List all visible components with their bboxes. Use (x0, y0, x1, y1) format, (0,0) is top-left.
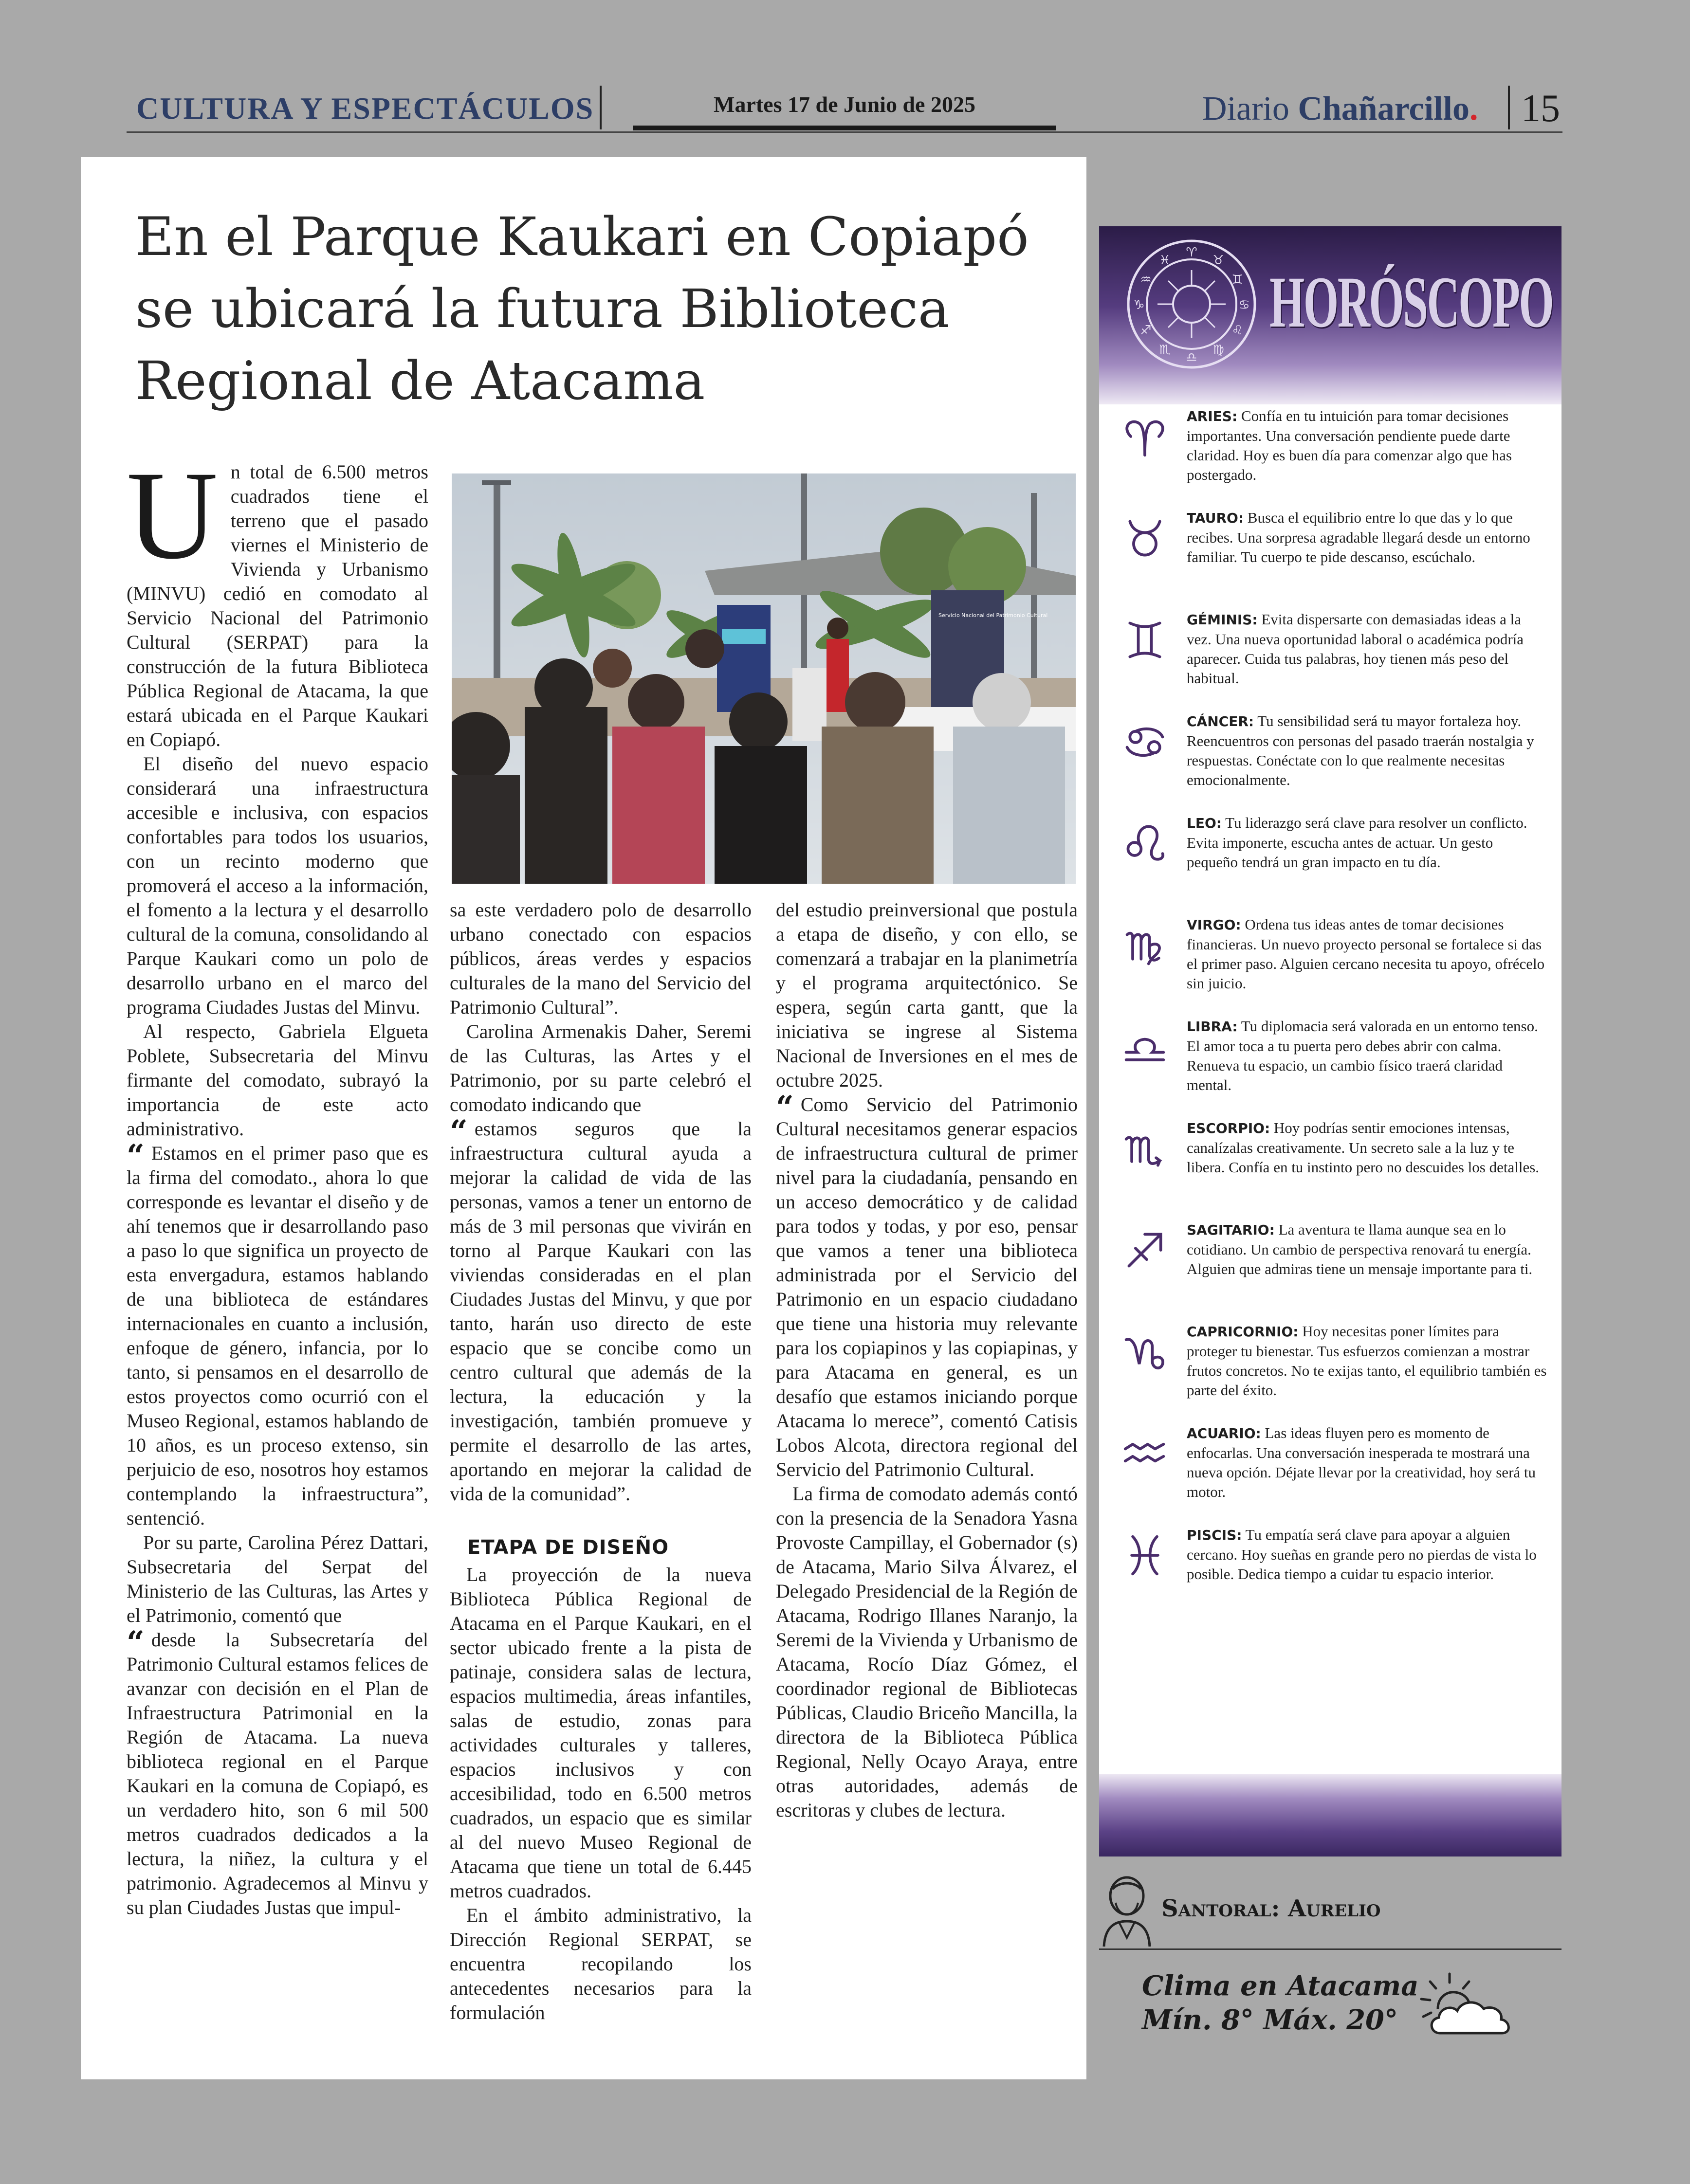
brand-dot: . (1469, 90, 1478, 127)
horoscope-footer-band (1099, 1774, 1561, 1856)
svg-text:♐: ♐ (1140, 323, 1152, 338)
sign-text: Hoy podrías sentir emociones intensas, canalízalas creativamente. Un secreto sale a la luz y te libera. Confía en tu instinto pero no descuides los detalles. (1187, 1119, 1540, 1176)
drop-cap: U (127, 445, 218, 585)
newspaper-brand (1202, 90, 1478, 128)
page-number: 15 (1521, 87, 1560, 130)
article (81, 157, 1086, 2079)
paragraph: En el ámbito administrativo, la Dirección Regional SERPAT, se encuentra recopilando los antecedentes necesarios para la formulación (450, 1904, 752, 2023)
santoral-text (1161, 1895, 1381, 1922)
sign-text: La aventura te llama aunque sea en lo cotidiano. Un cambio de perspectiva renovará tu energía. Alguien que admiras tiene un mensaje importante para ti. (1187, 1221, 1533, 1277)
sign-leo (1099, 813, 1561, 910)
sign-taurus (1099, 508, 1561, 605)
sign-text: Tu liderazgo será clave para resolver un conflicto. Evita imponerte, escucha antes de actuar. Un gesto pequeño tendrá un gran impacto en tu día. (1187, 814, 1527, 871)
svg-text:♈: ♈ (1186, 245, 1197, 260)
sign-text: Evita dispersarte con demasiadas ideas a la vez. Una nueva oportunidad laboral o académica podría aparecer. Cuida tus palabras, hoy tienen más peso del habitual. (1187, 611, 1524, 687)
capricorn-icon (1121, 1329, 1168, 1375)
paragraph-text: desde la Subsecretaría del Patrimonio Cultural estamos felices de avanzar con decisión en el Plan de Infraestructura Patrimonial en la Región de Atacama. La nueva biblioteca regional en el Parque Kaukari en la comuna de Copiapó, es un verdadero hito, son 6 mil 500 metros cuadrados dedicados a la lectura, la niñez, la cultura y el patrimonio. Agradecemos al Minvu y su plan Ciudades Justas que impul- (127, 1629, 428, 1918)
paragraph: Al respecto, Gabriela Elgueta Poblete, Subsecretaria del Minvu firmante del comodato, subrayó la importancia de este acto administrativo. (127, 1020, 428, 1140)
sign-name: LEO: (1187, 815, 1222, 831)
sign-name: PISCIS: (1187, 1527, 1242, 1543)
zodiac-wheel-icon (1123, 236, 1260, 372)
issue-date: Martes 17 de Junio de 2025 (714, 92, 975, 117)
santoral (1099, 1875, 1561, 1947)
svg-text:♋: ♋ (1238, 298, 1250, 312)
paragraph: sa este verdadero polo de desarrollo urbano conectado con espacios públicos, áreas verdes y espacios culturales de la mano del Servicio del Patrimonio Cultural”. (450, 899, 752, 1018)
cancer-icon (1121, 718, 1168, 765)
sign-name: ACUARIO: (1187, 1425, 1261, 1441)
leo-icon (1121, 820, 1168, 867)
paragraph: La proyección de la nueva Biblioteca Pública Regional de Atacama en el Parque Kaukari, en el sector ubicado frente a la pista de patinaje, considera salas de lectura, espacios multimedia, áreas infantiles, salas de estudio, zonas para actividades culturales y talleres, espacios inclusivos y con accesibilidad, todo en 6.500 metros cuadrados, un espacio que es similar al del nuevo Museo Regional de Atacama que tiene un total de 6.445 metros cuadrados. (450, 1564, 752, 1902)
sign-text: Confía en tu intuición para tomar decisiones importantes. Una conversación pendiente puede darte claridad. Hoy es buen día para comenzar algo que has postergado. (1187, 407, 1512, 483)
svg-text:♑: ♑ (1133, 298, 1145, 312)
svg-text:♒: ♒ (1140, 273, 1152, 287)
header-divider (1508, 86, 1510, 129)
date-underline (633, 126, 1056, 130)
sign-text: Ordena tus ideas antes de tomar decisiones financieras. Un nuevo proyecto personal se fortalece si das el primer paso. Alguien cercano necesita tu apoyo, ofrécelo sin juicio. (1187, 916, 1545, 992)
svg-text:♉: ♉ (1212, 253, 1224, 268)
quote-paragraph (127, 1138, 428, 1530)
paragraph-text: estamos seguros que la infraestructura cultural ayuda a mejorar la calidad de vida de las personas, vamos a tener un entorno de más de 3 mil personas que vivirán en torno al Parque Kaukari con las viviendas consideradas en el plan Ciudades Justas del Minvu, y que por tanto, harán uso directo de este espacio que se concibe como un centro cultural que además de la lectura, la educación y la investigación, también promueve y permite el desarrollo de las artes, aportando en mejorar la calidad de vida de la comunidad”. (450, 1118, 752, 1505)
photo-banner-text: Servicio Nacional del Patrimonio Cultural (938, 612, 1048, 619)
article-column-1 (127, 445, 428, 1920)
sign-text: Hoy necesitas poner límites para proteger tu bienestar. Tus esfuerzos comienzan a mostrar frutos concretos. No te exijas tanto, el equilibrio también es parte del éxito. (1187, 1323, 1547, 1399)
svg-text:♊: ♊ (1231, 273, 1243, 287)
sign-text: Tu empatía será clave para apoyar a alguien cercano. Hoy sueñas en grande pero no pierdas de vista lo posible. Dedica tiempo a cuidar tu espacio interior. (1187, 1526, 1537, 1583)
horoscope-title: HORÓSCOPO (1269, 262, 1553, 343)
paragraph-text: Estamos en el primer paso que es la firma del comodato., ahora lo que corresponde es levantar el diseño y de ahí tenemos que ir desarrollando paso a paso lo que significa un proyecto de esta envergadura, estamos hablando de una biblioteca de estándares internacionales en cuanto a inclusión, enfoque de género, infancia, por lo tanto, si pensamos en el desarrollo de estos proyectos como ocurrió con el Museo Regional, estamos hablando de 10 años, es un proceso extenso, sin perjuicio de eso, nosotros hoy estamos contemplando la infraestructura”, sentenció. (127, 1142, 428, 1529)
event-photo (452, 473, 1076, 884)
sign-capricorn (1099, 1322, 1561, 1419)
virgo-icon (1121, 922, 1168, 968)
weather (1099, 1961, 1561, 2044)
sagittarius-icon (1121, 1227, 1168, 1274)
svg-text:♏: ♏ (1159, 343, 1171, 357)
sign-text: Las ideas fluyen pero es momento de enfocarlas. Una conversación inesperada te mostrará una nueva opción. Déjate llevar por la creatividad, hoy será tu motor. (1187, 1424, 1536, 1500)
sign-pisces (1099, 1525, 1561, 1622)
paragraph: Por su parte, Carolina Pérez Dattari, Subsecretaria del Serpat del Ministerio de las Culturas, las Artes y el Patrimonio, comentó que (127, 1531, 428, 1626)
page-header (127, 83, 1562, 136)
paragraph: del estudio preinversional que postula a etapa de diseño, y con ello, se comenzará a trabajar en la planimetría y el programa arquitectónico. Se espera, según carta gantt, que la iniciativa se ingrese al Sistema Nacional de Inversiones en el mes de octubre 2025. (776, 899, 1078, 1091)
quote-mark-icon: “ (450, 1113, 468, 1150)
sign-virgo (1099, 915, 1561, 1012)
paragraph: La firma de comodato además contó con la presencia de la Senadora Yasna Provoste Campillay, el Gobernador (s) de Atacama, Mario Silva Álvarez, el Delegado Presidencial de la Región de Atacama, Rodrigo Illanes Naranjo, la Seremi de la Vivienda y Urbanismo de Atacama, Rocío Díaz Gómez, el coordinador regional de Bibliotecas Públicas, Claudio Briceño Mancilla, la directora de la Biblioteca Pública Regional, Nelly Ocayo Araya, entre otras autoridades, además de escritoras y clubes de lectura. (776, 1483, 1078, 1821)
sign-name: LIBRA: (1187, 1019, 1238, 1035)
svg-text:♍: ♍ (1212, 343, 1224, 357)
sign-name: VIRGO: (1187, 917, 1241, 933)
quote-paragraph (776, 1089, 1078, 1482)
sun-cloud-icon (1411, 1971, 1523, 2044)
aries-icon (1121, 413, 1168, 460)
weather-temperatures: Mín. 8° Máx. 20° (1142, 2004, 1398, 2036)
sign-text: Busca el equilibrio entre lo que das y lo que recibes. Una sorpresa agradable llegará desde un entorno familiar. Tu cuerpo te pide descanso, escúchalo. (1187, 509, 1530, 565)
sign-scorpio (1099, 1118, 1561, 1216)
section-title: CULTURA Y ESPECTÁCULOS (136, 91, 594, 126)
article-headline: En el Parque Kaukari en Copiapó se ubicará la futura Biblioteca Regional de Atacama (135, 206, 1029, 412)
svg-text:♓: ♓ (1159, 253, 1171, 268)
horoscope-panel (1099, 226, 1561, 1852)
quote-paragraph (127, 1624, 428, 1920)
weather-title: Clima en Atacama (1142, 1970, 1419, 2002)
paragraph-text: Como Servicio del Patrimonio Cultural necesitamos generar espacios de infraestructura cultural de primer nivel para la ciudadanía, pensando en un acceso democrático y de calidad para todos y todas, y por eso, pensar que vamos a tener una biblioteca administrada por el Servicio del Patrimonio en un espacio ciudadano que tiene una historia muy relevante para los copiapinos y las copiapinas, y para Atacama en general, es un desafío que estamos iniciando porque Atacama lo merece”, comentó Catisis Lobos Alcota, directora regional del Servicio del Patrimonio Cultural. (776, 1093, 1078, 1480)
sign-aquarius (1099, 1423, 1561, 1521)
sign-text: Tu sensibilidad será tu mayor fortaleza hoy. Reencuentros con personas del pasado traerán nostalgia y respuestas. Conéctate con lo que realmente necesitas emocionalmente. (1187, 712, 1534, 788)
brand-prefix: Diario (1202, 90, 1289, 127)
santoral-label: Santoral: (1161, 1895, 1280, 1922)
sign-name: CAPRICORNIO: (1187, 1324, 1299, 1340)
santoral-rule (1099, 1948, 1561, 1950)
horoscope-banner (1099, 226, 1561, 404)
sign-name: ESCORPIO: (1187, 1120, 1270, 1136)
sign-name: TAURO: (1187, 510, 1244, 526)
sign-libra (1099, 1017, 1561, 1114)
subheading: ETAPA DE DISEÑO (467, 1536, 669, 1559)
header-rule (127, 131, 1562, 133)
sign-aries (1099, 406, 1561, 504)
svg-text:♎: ♎ (1186, 350, 1197, 365)
sign-name: ARIES: (1187, 408, 1238, 424)
quote-mark-icon: “ (127, 1624, 145, 1661)
paragraph: El diseño del nuevo espacio considerará una infraestructura accesible e inclusiva, con espacios confortables para todos los usuarios, con un recinto moderno que promoverá el acceso a la información, el fomento a la lectura y el desarrollo cultural de la comuna, consolidando al Parque Kaukari como un polo de desarrollo urbano en el marco del programa Ciudades Justas del Minvu. (127, 753, 428, 1018)
saint-icon (1099, 1875, 1155, 1947)
scorpio-icon (1121, 1125, 1168, 1172)
quote-mark-icon: “ (127, 1138, 145, 1174)
paragraph-text: n total de 6.500 metros cuadrados tiene el terreno que el pasado viernes el Ministerio de Vivienda y Urbanismo (MINVU) cedió en comodato al Servicio Nacional del Patrimonio Cultural (SERPAT) para la construcción de la futura Biblioteca Pública Regional de Atacama, la que estará ubicada en el Parque Kaukari en Copiapó. (127, 461, 428, 750)
quote-mark-icon: “ (776, 1089, 794, 1126)
header-divider (600, 86, 602, 129)
aquarius-icon (1121, 1430, 1168, 1477)
pisces-icon (1121, 1532, 1168, 1579)
gemini-icon (1121, 617, 1168, 663)
sign-name: GÉMINIS: (1187, 612, 1258, 628)
libra-icon (1121, 1023, 1168, 1070)
sign-gemini (1099, 610, 1561, 707)
santoral-name: Aurelio (1288, 1895, 1381, 1922)
brand-name: Chañarcillo (1298, 90, 1470, 127)
article-column-3 (776, 898, 1078, 1822)
paragraph (127, 445, 428, 752)
sign-text: Tu diplomacia será valorada en un entorno tenso. El amor toca a tu puerta pero debes abrir con calma. Renueva tu espacio, un cambio físico traerá claridad mental. (1187, 1018, 1538, 1093)
sign-name: SAGITARIO: (1187, 1222, 1275, 1238)
sign-cancer (1099, 711, 1561, 809)
paragraph: Carolina Armenakis Daher, Seremi de las Culturas, las Artes y el Patrimonio, por su parte celebró el comodato indicando que (450, 1020, 752, 1115)
taurus-icon (1121, 515, 1168, 562)
quote-paragraph (450, 1113, 752, 1506)
svg-text:♌: ♌ (1231, 323, 1243, 338)
article-column-2 (450, 898, 752, 2025)
sign-sagittarius (1099, 1220, 1561, 1317)
sign-name: CÁNCER: (1187, 713, 1254, 729)
